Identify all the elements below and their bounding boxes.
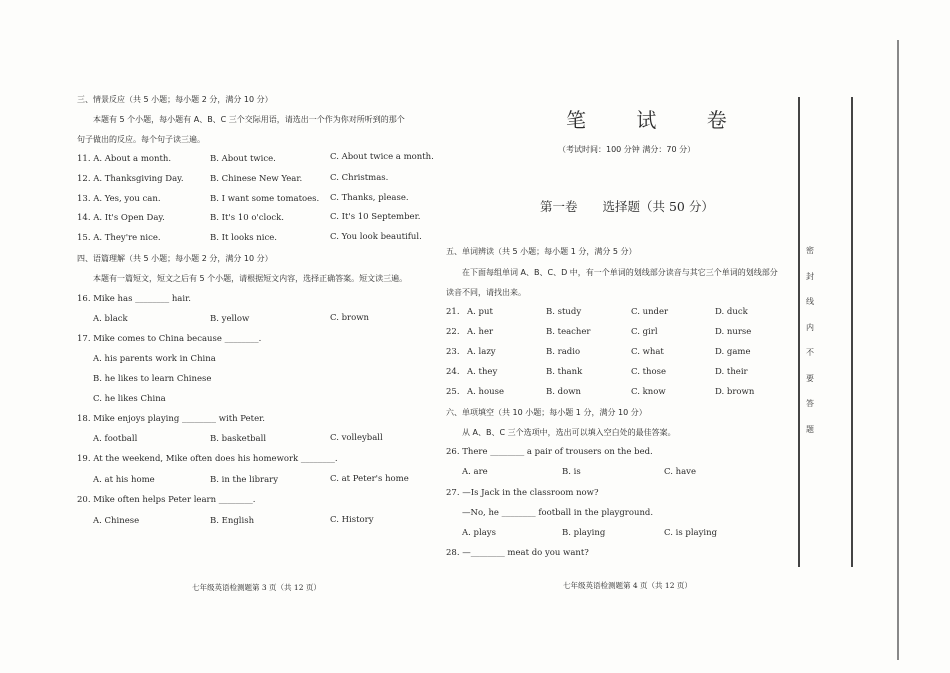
word-option-n: 24. (446, 367, 460, 377)
seal-notice-char: 不 (806, 348, 814, 357)
q27-c: C. is playing (664, 528, 718, 538)
word-option-c: C. girl (631, 327, 658, 337)
q20-b: B. English (210, 516, 255, 526)
word-option-n: 22. (446, 327, 460, 337)
seal-line-right (851, 97, 853, 567)
q18-b: B. basketball (210, 434, 267, 444)
word-option-d: D. their (715, 367, 748, 377)
q13-a: 13. A. Yes, you can. (77, 194, 161, 204)
word-option-n: 25. (446, 387, 460, 397)
seal-notice-char: 答 (806, 399, 814, 408)
q26-b: B. is (562, 467, 581, 477)
q12-b: B. Chinese New Year. (210, 174, 303, 184)
seal-notice-char: 密 (806, 246, 814, 255)
seal-notice-char: 内 (806, 322, 814, 332)
section6-title: 六、单项填空（共 10 小题；每小题 1 分，满分 10 分） (446, 408, 647, 417)
q19: 19. At the weekend, Mike often does his homework ________. (77, 454, 338, 464)
word-option-n: 23. (446, 347, 460, 357)
seal-notice-char: 封 (806, 271, 814, 281)
q13-b: B. I want some tomatoes. (210, 194, 320, 204)
section3-desc: 句子做出的反应。每个句子读三遍。 (77, 135, 205, 144)
q16-c: C. brown (330, 313, 369, 323)
word-option-b: B. radio (546, 347, 581, 357)
seal-line-left (798, 97, 800, 567)
q15-b: B. It looks nice. (210, 233, 277, 243)
q27-a: A. plays (462, 528, 496, 538)
q11-a: 11. A. About a month. (77, 154, 172, 164)
q20: 20. Mike often helps Peter learn ________. (77, 495, 256, 505)
q15-a: 15. A. They're nice. (77, 233, 161, 243)
word-option-c: C. under (631, 307, 669, 317)
seal-notice-char: 要 (806, 373, 814, 383)
part-title: 第一卷 选择题（共 50 分） (540, 199, 714, 214)
q14-b: B. It's 10 o'clock. (210, 213, 285, 223)
q19-c: C. at Peter's home (330, 474, 409, 484)
q11-b: B. About twice. (210, 154, 276, 164)
section4-desc: 本题有一篇短文，短文之后有 5 个小题，请根据短文内容，选择正确答案。短文读三遍。 (93, 274, 408, 283)
q16-a: A. black (93, 314, 128, 324)
q14-c: C. It's 10 September. (330, 212, 421, 222)
section5-title: 五、单词辨读（共 5 小题；每小题 1 分，满分 5 分） (446, 247, 637, 256)
word-option-d: D. game (715, 347, 751, 357)
q13-c: C. Thanks, please. (330, 193, 409, 203)
left-footer: 七年级英语检测题第 3 页（共 12 页） (192, 583, 321, 592)
word-option-d: D. duck (715, 307, 748, 317)
page-title: 笔 试 卷 (566, 108, 749, 132)
word-option-b: B. thank (546, 367, 583, 377)
q26: 26. There ________ a pair of trousers on the bed. (446, 447, 653, 457)
q20-a: A. Chinese (93, 516, 140, 526)
section6-desc: 从 A、B、C 三个选项中，选出可以填入空白处的最佳答案。 (462, 428, 676, 437)
word-option-a: A. they (467, 367, 498, 377)
q18: 18. Mike enjoys playing ________ with Peter. (77, 414, 265, 424)
section5-desc: 读音不同，请找出来。 (446, 288, 526, 297)
word-option-a: A. her (467, 327, 494, 337)
q26-a: A. are (462, 467, 488, 477)
word-option-a: A. house (467, 387, 505, 397)
q19-b: B. in the library (210, 475, 279, 485)
section3-desc: 本题有 5 个小题，每小题有 A、B、C 三个交际用语，请选出一个作为你对所听到的那个 (93, 115, 405, 124)
seal-notice-char: 线 (806, 297, 814, 306)
q12-a: 12. A. Thanksgiving Day. (77, 174, 184, 184)
word-option-c: C. know (631, 387, 666, 397)
page-edge-line (897, 40, 899, 660)
q16-b: B. yellow (210, 314, 250, 324)
q27-b: B. playing (562, 528, 606, 538)
q12-c: C. Christmas. (330, 173, 389, 183)
word-option-a: A. put (467, 307, 493, 317)
q11-c: C. About twice a month. (330, 152, 434, 162)
word-option-n: 21. (446, 307, 460, 317)
exam-time-info: （考试时间：100 分钟 满分：70 分） (558, 145, 696, 154)
q20-c: C. History (330, 515, 374, 525)
word-option-b: B. study (546, 307, 582, 317)
word-option-c: C. what (631, 347, 664, 357)
word-option-b: B. teacher (546, 327, 591, 337)
q28: 28. —________ meat do you want? (446, 548, 589, 558)
q17: 17. Mike comes to China because ________. (77, 334, 262, 344)
q17-b: B. he likes to learn Chinese (93, 374, 212, 384)
q27-line2: —No, he ________ football in the playground. (462, 508, 654, 518)
section3-title: 三、情景反应（共 5 小题；每小题 2 分，满分 10 分） (77, 95, 273, 104)
right-footer: 七年级英语检测题第 4 页（共 12 页） (563, 581, 692, 590)
q17-a: A. his parents work in China (93, 354, 216, 364)
q17-c: C. he likes China (93, 394, 166, 404)
q19-a: A. at his home (93, 475, 155, 485)
word-option-b: B. down (546, 387, 581, 397)
q18-a: A. football (93, 434, 138, 444)
section4-title: 四、语篇理解（共 5 小题；每小题 2 分，满分 10 分） (77, 254, 273, 263)
word-option-a: A. lazy (467, 347, 496, 357)
word-option-c: C. those (631, 367, 667, 377)
word-option-d: D. nurse (715, 327, 752, 337)
section5-desc: 在下面每组单词 A、B、C、D 中，有一个单词的划线部分读音与其它三个单词的划线部分 (462, 268, 778, 277)
q14-a: 14. A. It's Open Day. (77, 213, 165, 223)
q18-c: C. volleyball (330, 433, 383, 443)
q27: 27. —Is Jack in the classroom now? (446, 488, 599, 498)
q16: 16. Mike has ________ hair. (77, 294, 191, 304)
q26-c: C. have (664, 467, 696, 477)
seal-notice-char: 题 (806, 424, 814, 434)
q15-c: C. You look beautiful. (330, 232, 422, 242)
word-option-d: D. brown (715, 387, 755, 397)
